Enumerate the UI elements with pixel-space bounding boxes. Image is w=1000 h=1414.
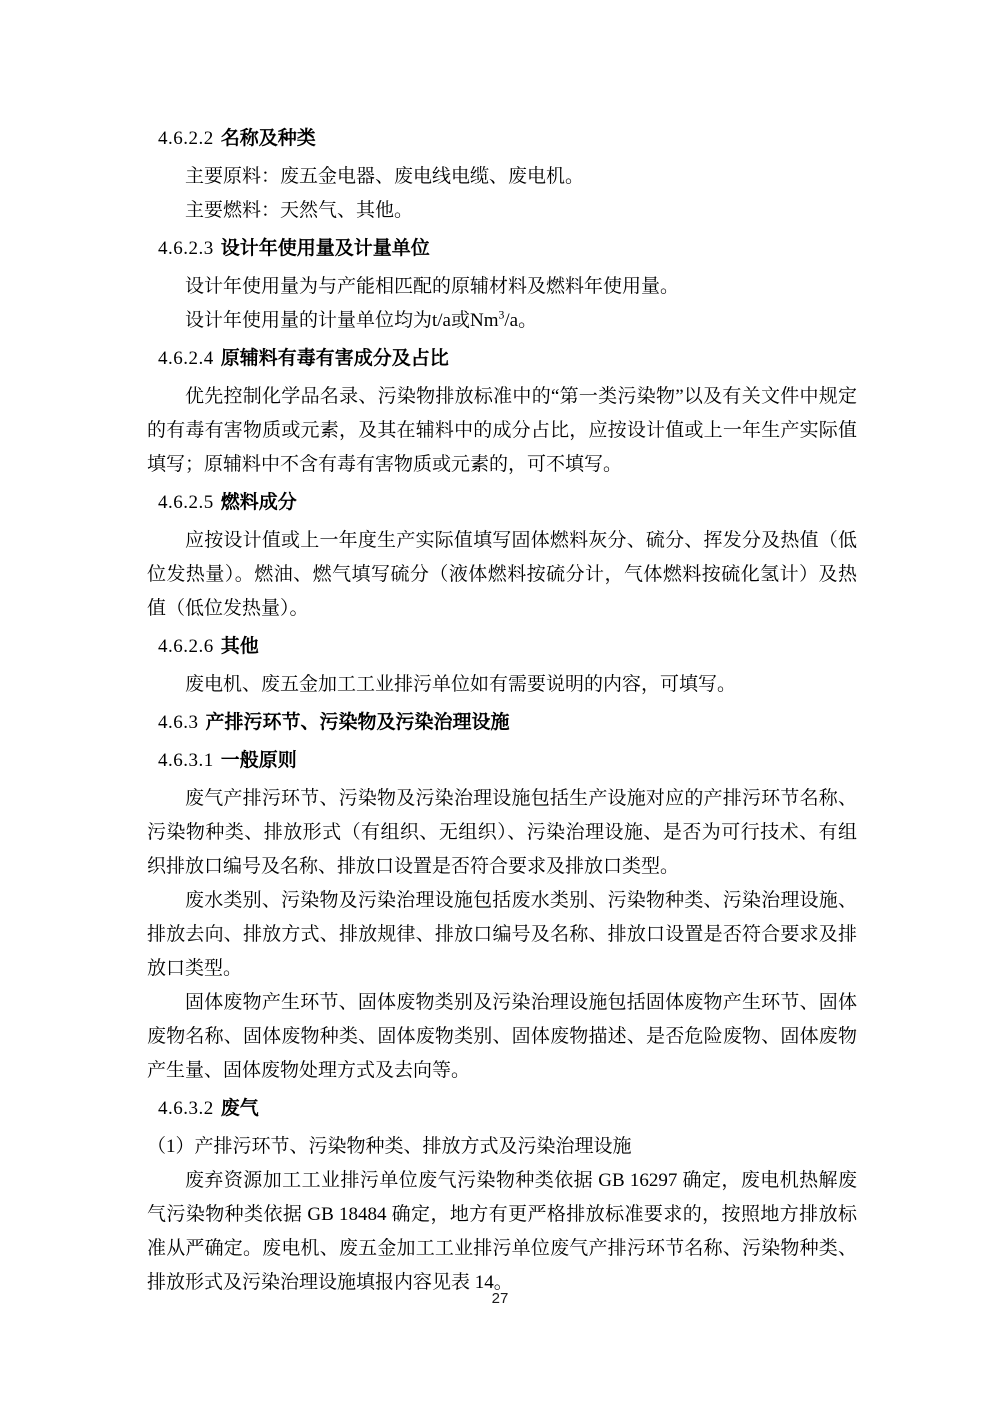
heading-title: 设计年使用量及计量单位 [220, 238, 430, 259]
heading-4-6-2-6 [147, 630, 857, 664]
heading-4-6-3 [147, 706, 857, 740]
heading-title: 产排污环节、污染物及污染治理设施 [205, 712, 510, 733]
heading-number: 4.6.2.2 [158, 128, 214, 149]
heading-number: 4.6.2.5 [158, 492, 214, 513]
paragraph-design-usage: 设计年使用量为与产能相匹配的原辅材料及燃料年使用量。 [185, 276, 680, 297]
heading-number: 4.6.3.2 [158, 1098, 214, 1119]
paragraph-solid-waste-general: 固体废物产生环节、固体废物类别及污染治理设施包括固体废物产生环节、固体废物名称、固体废物种类、固体废物类别、固体废物描述、是否危险废物、固体废物产生量、固体废物处理方式及去向等。 [147, 992, 857, 1081]
heading-title: 其他 [220, 636, 259, 657]
unit-text-prefix: 设计年使用量的计量单位均为t/a或Nm [185, 310, 499, 331]
page-content [147, 118, 857, 1300]
heading-title: 名称及种类 [220, 128, 316, 149]
paragraph-waste-water-general: 废水类别、污染物及污染治理设施包括废水类别、污染物种类、污染治理设施、排放去向、排放方式、排放规律、排放口编号及名称、排放口设置是否符合要求及排放口类型。 [147, 890, 857, 979]
paragraph-item-1: （1）产排污环节、污染物种类、排放方式及污染治理设施 [147, 1136, 632, 1157]
paragraph-fuel-composition: 应按设计值或上一年度生产实际值填写固体燃料灰分、硫分、挥发分及热值（低位发热量）。燃油、燃气填写硫分（液体燃料按硫分计，气体燃料按硫化氢计）及热值（低位发热量）。 [147, 530, 857, 619]
heading-number: 4.6.2.3 [158, 238, 214, 259]
heading-4-6-2-4 [147, 342, 857, 376]
heading-title: 废气 [220, 1098, 259, 1119]
heading-number: 4.6.3 [158, 712, 199, 733]
heading-title: 原辅料有毒有害成分及占比 [220, 348, 449, 369]
unit-superscript: 3 [498, 308, 505, 322]
paragraph-waste-gas-general: 废气产排污环节、污染物及污染治理设施包括生产设施对应的产排污环节名称、污染物种类、排放形式（有组织、无组织）、污染治理设施、是否为可行技术、有组织排放口编号及名称、排放口设置是否符合要求及排放口类型。 [147, 788, 857, 877]
paragraph-other-notes: 废电机、废五金加工工业排污单位如有需要说明的内容，可填写。 [185, 674, 737, 695]
heading-4-6-2-2 [147, 122, 857, 156]
paragraph-main-fuels: 主要燃料：天然气、其他。 [185, 200, 414, 221]
unit-text-suffix: /a。 [504, 310, 538, 331]
heading-4-6-3-1 [147, 744, 857, 778]
heading-number: 4.6.2.6 [158, 636, 214, 657]
heading-number: 4.6.2.4 [158, 348, 214, 369]
heading-4-6-2-5 [147, 486, 857, 520]
paragraph-waste-gas-detail: 废弃资源加工工业排污单位废气污染物种类依据 GB 16297 确定，废电机热解废气污染物种类依据 GB 18484 确定，地方有更严格排放标准要求的，按照地方排放标准从严确定。废电机、废五金加工工业排污单位废气产排污环节名称、污染物种类、排放形式及污染治理设施填报内容见表 14。 [147, 1170, 857, 1293]
heading-title: 燃料成分 [220, 492, 297, 513]
heading-4-6-2-3 [147, 232, 857, 266]
paragraph-main-materials: 主要原料：废五金电器、废电线电缆、废电机。 [185, 166, 585, 187]
heading-number: 4.6.3.1 [158, 750, 214, 771]
heading-title: 一般原则 [220, 750, 297, 771]
paragraph-toxic-components: 优先控制化学品名录、污染物排放标准中的“第一类污染物”以及有关文件中规定的有毒有害物质或元素，及其在辅料中的成分占比，应按设计值或上一年生产实际值填写；原辅料中不含有毒有害物质或元素的，可不填写。 [147, 386, 857, 475]
paragraph-measure-unit [147, 304, 857, 338]
heading-4-6-3-2 [147, 1092, 857, 1126]
page-number: 27 [491, 1290, 509, 1307]
